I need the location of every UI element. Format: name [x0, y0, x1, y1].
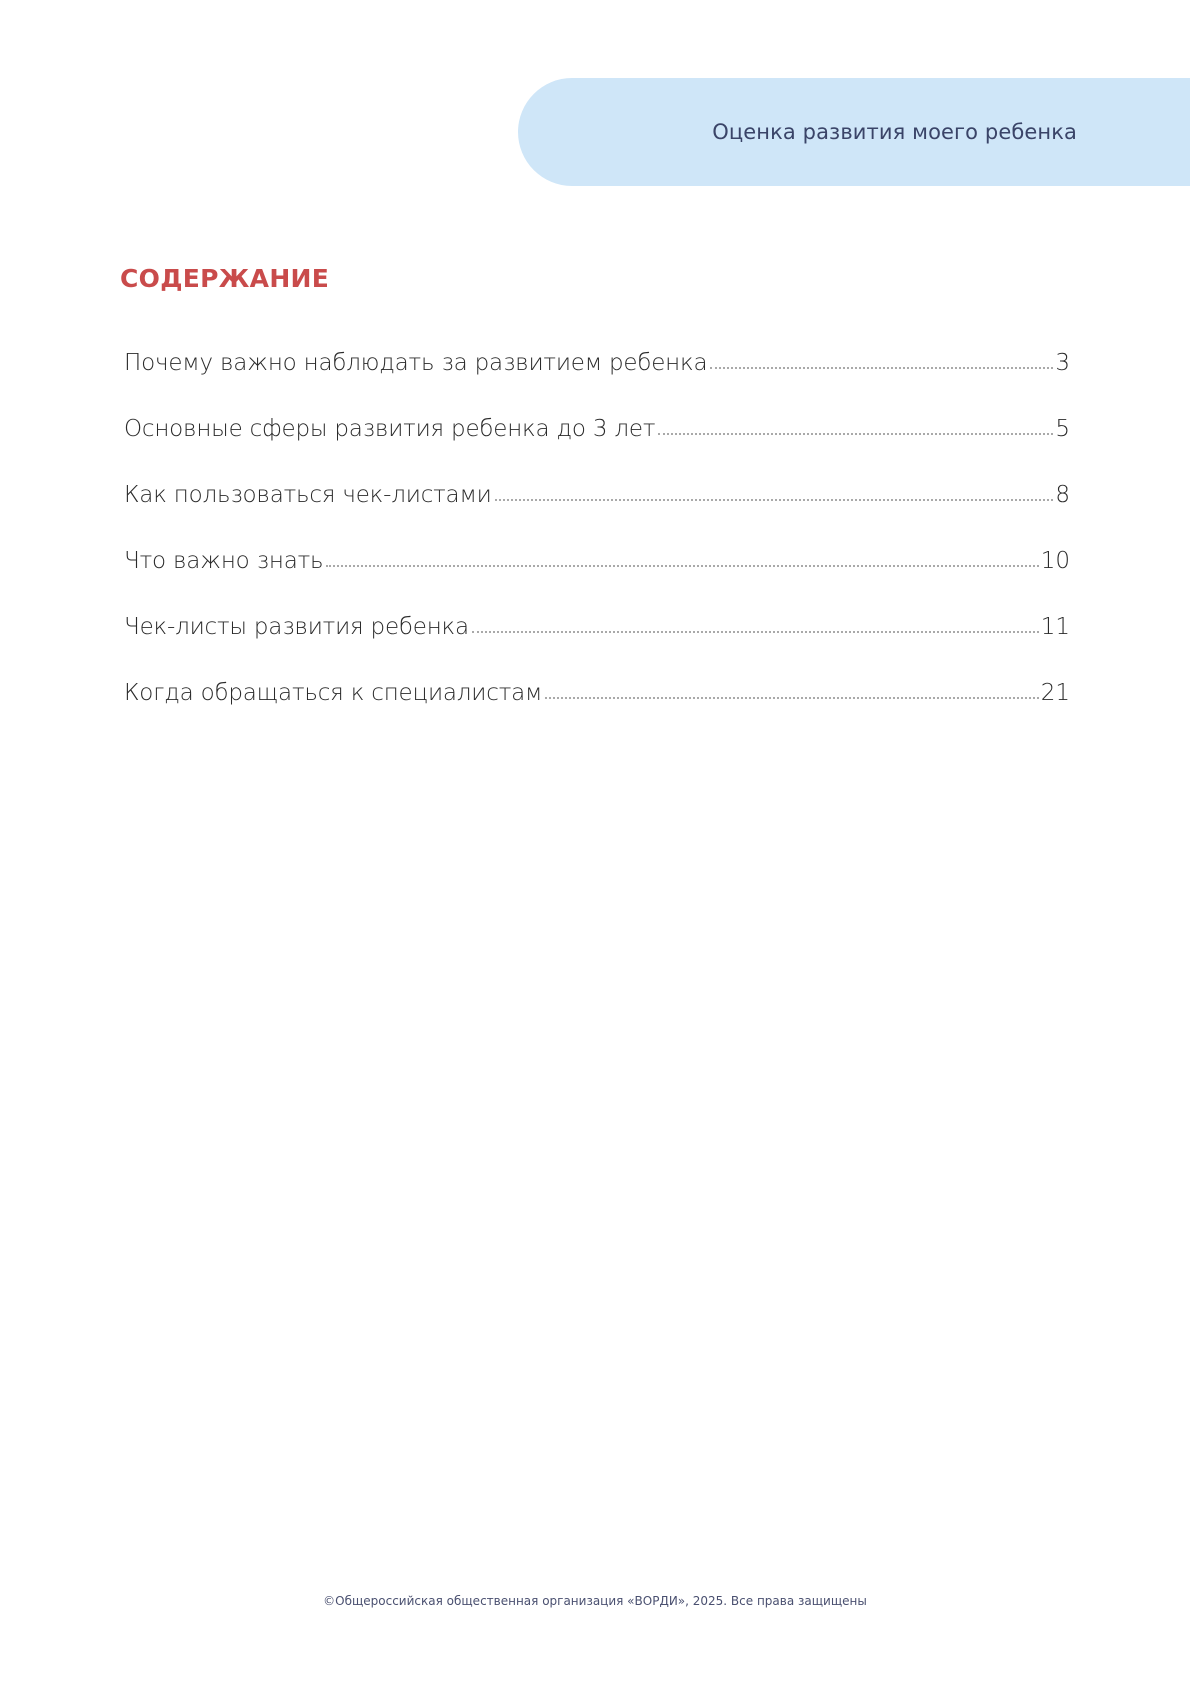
header-banner: [518, 78, 1190, 186]
toc-entry-label: Что важно знать: [124, 548, 324, 574]
toc-entry-specialists[interactable]: [124, 680, 1070, 746]
toc-entry-development-areas[interactable]: [124, 416, 1070, 482]
toc-entry-label: Как пользоваться чек-листами: [124, 482, 492, 508]
toc-entry-why-observe[interactable]: [124, 350, 1070, 416]
toc-entry-page: 5: [1055, 416, 1070, 442]
toc-entry-label: Чек-листы развития ребенка: [124, 614, 469, 640]
toc-heading: СОДЕРЖАНИЕ: [120, 264, 330, 293]
dot-leader: [545, 697, 1039, 699]
toc-entry-page: 11: [1040, 614, 1070, 640]
document-title: Оценка развития моего ребенка: [712, 120, 1077, 144]
dot-leader: [710, 367, 1053, 369]
dot-leader: [495, 499, 1054, 501]
copyright-footer: ©Общероссийская общественная организация «ВОРДИ», 2025. Все права защищены: [323, 1594, 867, 1608]
toc-entry-how-to-use[interactable]: [124, 482, 1070, 548]
toc-entry-page: 21: [1040, 680, 1070, 706]
dot-leader: [658, 433, 1053, 435]
toc-entry-label: Основные сферы развития ребенка до 3 лет: [124, 416, 656, 442]
toc-entry-important[interactable]: [124, 548, 1070, 614]
toc-entry-page: 3: [1055, 350, 1070, 376]
toc-entry-checklists[interactable]: [124, 614, 1070, 680]
toc-list: [124, 350, 1070, 746]
toc-entry-label: Почему важно наблюдать за развитием ребенка: [124, 350, 708, 376]
toc-entry-label: Когда обращаться к специалистам: [124, 680, 543, 706]
dot-leader: [472, 631, 1039, 633]
toc-entry-page: 8: [1055, 482, 1070, 508]
dot-leader: [326, 565, 1038, 567]
toc-entry-page: 10: [1040, 548, 1070, 574]
